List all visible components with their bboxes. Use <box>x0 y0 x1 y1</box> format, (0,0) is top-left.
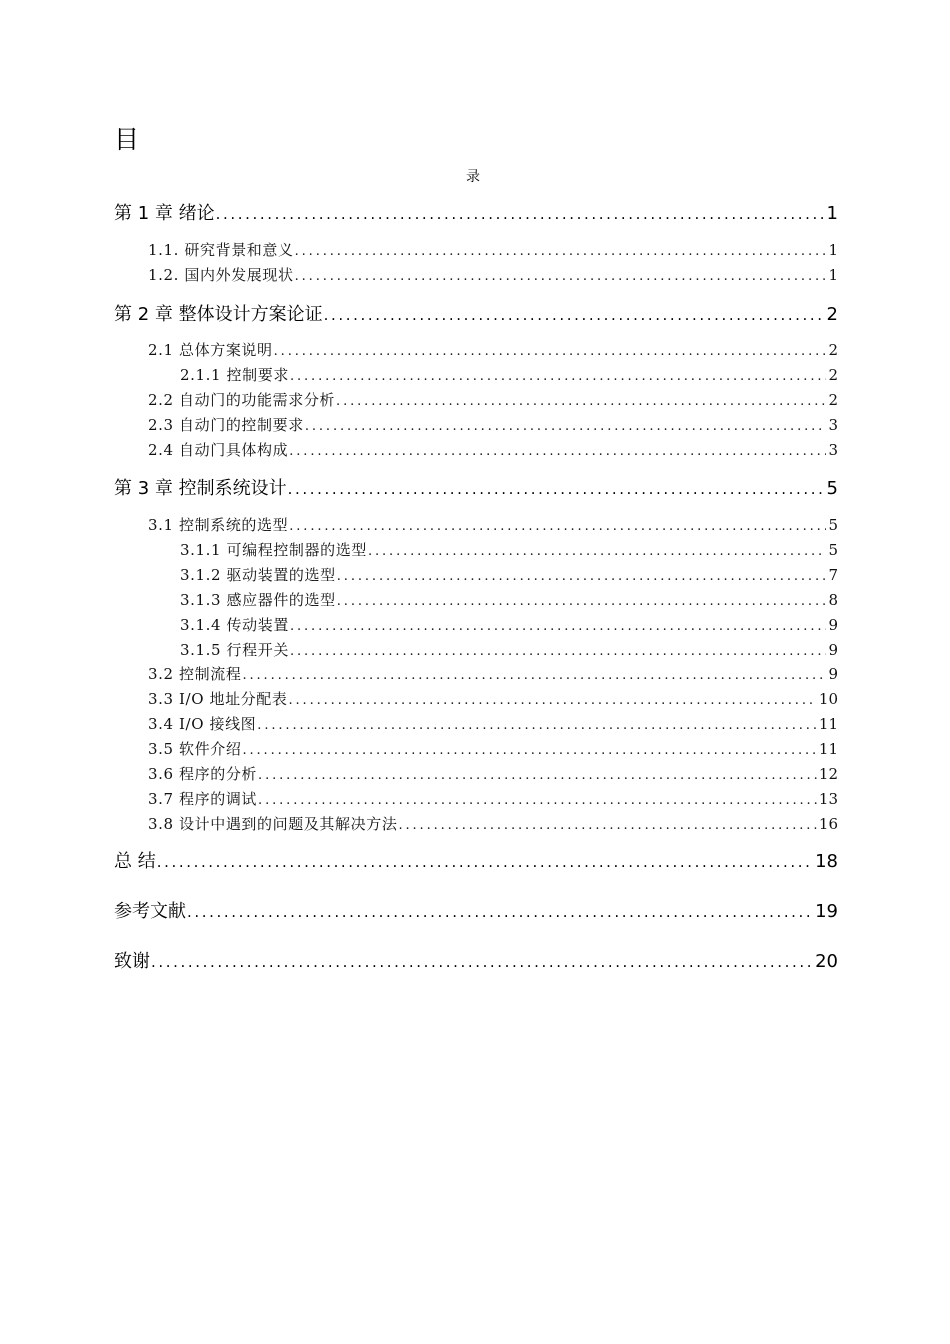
toc-subsection-entry[interactable] <box>180 565 838 587</box>
toc-page-number: 7 <box>828 566 838 584</box>
toc-page-number: 9 <box>828 665 838 683</box>
dot-leader <box>290 617 827 637</box>
toc-page-number: 13 <box>818 790 838 808</box>
toc-page-number: 1 <box>826 203 838 224</box>
toc-entry-label: 2.1 总体方案说明 <box>148 341 273 359</box>
toc-subsection-entry[interactable] <box>180 615 838 637</box>
toc-section-entry[interactable] <box>148 240 838 262</box>
toc-entry-label: 3.1.2 驱动装置的选型 <box>180 566 336 584</box>
toc-section-entry[interactable] <box>148 789 838 811</box>
toc-entry-label: 1.2. 国内外发展现状 <box>148 266 294 284</box>
dot-leader <box>368 542 827 562</box>
toc-entry-label: 3.2 控制流程 <box>148 665 242 683</box>
toc-title-part-2: 录 <box>466 169 480 185</box>
toc-entry-label: 3.1.4 传动装置 <box>180 616 289 634</box>
toc-entry-label: 总 结 <box>114 851 156 872</box>
toc-entry-label: 致谢 <box>114 951 150 972</box>
toc-entry-label: 3.1.3 感应器件的选型 <box>180 591 336 609</box>
dot-leader <box>242 666 826 686</box>
toc-chapter-entry[interactable] <box>114 477 838 501</box>
toc-entry-label: 3.6 程序的分析 <box>148 765 258 783</box>
toc-entry-label: 2.2 自动门的功能需求分析 <box>148 391 336 409</box>
toc-section-entry[interactable] <box>148 664 838 686</box>
toc-page-number: 2 <box>828 341 838 359</box>
toc-page-number: 3 <box>828 441 838 459</box>
toc-entry-label: 2.4 自动门具体构成 <box>148 441 289 459</box>
dot-leader <box>289 442 826 462</box>
toc-chapter-entry[interactable] <box>114 900 838 924</box>
toc-page-number: 5 <box>828 516 838 534</box>
toc-entry-label: 3.3 I/O 地址分配表 <box>148 690 288 708</box>
toc-page-number: 10 <box>818 690 838 708</box>
toc-page-number: 11 <box>818 740 838 758</box>
toc-page-number: 18 <box>815 851 838 872</box>
toc-page-number: 5 <box>826 478 838 499</box>
toc-page-number: 2 <box>828 366 838 384</box>
dot-leader <box>216 202 825 226</box>
toc-section-entry[interactable] <box>148 689 838 711</box>
toc-chapter-entry[interactable] <box>114 202 838 226</box>
toc-page-number: 1 <box>828 266 838 284</box>
toc-chapter-entry[interactable] <box>114 950 838 974</box>
toc-entry-label: 3.1.1 可编程控制器的选型 <box>180 541 367 559</box>
dot-leader <box>257 716 817 736</box>
toc-section-entry[interactable] <box>148 739 838 761</box>
dot-leader <box>305 417 827 437</box>
toc-title-part-1: 目 <box>114 125 140 154</box>
toc-page-number: 1 <box>828 241 838 259</box>
toc-entry-label: 3.5 软件介绍 <box>148 740 242 758</box>
toc-page-number: 11 <box>818 715 838 733</box>
toc-subsection-entry[interactable] <box>180 540 838 562</box>
dot-leader <box>288 691 816 711</box>
dot-leader <box>295 242 827 262</box>
toc-subsection-entry[interactable] <box>180 640 838 662</box>
toc-section-entry[interactable] <box>148 714 838 736</box>
toc-entry-label: 2.3 自动门的控制要求 <box>148 416 304 434</box>
toc-entry-label: 1.1. 研究背景和意义 <box>148 241 294 259</box>
toc-entry-label: 3.7 程序的调试 <box>148 790 258 808</box>
toc-entry-label: 3.1 控制系统的选型 <box>148 516 289 534</box>
dot-leader <box>289 517 826 537</box>
toc-section-entry[interactable] <box>148 390 838 412</box>
dot-leader <box>187 900 813 924</box>
dot-leader <box>290 367 827 387</box>
dot-leader <box>336 392 826 412</box>
toc-entry-label: 3.8 设计中遇到的问题及其解决方法 <box>148 815 398 833</box>
toc-entry-label: 3.4 I/O 接线图 <box>148 715 257 733</box>
toc-page-number: 19 <box>815 901 838 922</box>
dot-leader <box>258 766 817 786</box>
dot-leader <box>258 791 817 811</box>
toc-section-entry[interactable] <box>148 515 838 537</box>
toc-page-number: 12 <box>818 765 838 783</box>
toc-chapter-entry[interactable] <box>114 303 838 327</box>
toc-section-entry[interactable] <box>148 415 838 437</box>
dot-leader <box>398 816 816 836</box>
toc-page-number: 16 <box>818 815 838 833</box>
toc-page-number: 3 <box>828 416 838 434</box>
toc-section-entry[interactable] <box>148 440 838 462</box>
toc-entry-label: 2.1.1 控制要求 <box>180 366 289 384</box>
toc-section-entry[interactable] <box>148 340 838 362</box>
toc-entry-label: 参考文献 <box>114 901 186 922</box>
toc-page-number: 9 <box>828 641 838 659</box>
toc-page-number: 9 <box>828 616 838 634</box>
dot-leader <box>157 850 813 874</box>
toc-page-number: 8 <box>828 591 838 609</box>
dot-leader <box>290 642 827 662</box>
toc-entry-label: 3.1.5 行程开关 <box>180 641 289 659</box>
toc-entry-label: 第 1 章 绪论 <box>114 203 215 224</box>
toc-entry-label: 第 2 章 整体设计方案论证 <box>114 304 323 325</box>
dot-leader <box>288 477 825 501</box>
toc-section-entry[interactable] <box>148 814 838 836</box>
toc-page-number: 5 <box>828 541 838 559</box>
dot-leader <box>324 303 825 327</box>
toc-subsection-entry[interactable] <box>180 590 838 612</box>
toc-page-number: 20 <box>815 951 838 972</box>
toc-page-number: 2 <box>828 391 838 409</box>
toc-section-entry[interactable] <box>148 265 838 287</box>
toc-subsection-entry[interactable] <box>180 365 838 387</box>
toc-entry-label: 第 3 章 控制系统设计 <box>114 478 287 499</box>
dot-leader <box>295 267 827 287</box>
toc-section-entry[interactable] <box>148 764 838 786</box>
dot-leader <box>337 592 827 612</box>
toc-chapter-entry[interactable] <box>114 850 838 874</box>
dot-leader <box>242 741 816 761</box>
toc-page-number: 2 <box>826 304 838 325</box>
dot-leader <box>337 567 827 587</box>
dot-leader <box>151 950 813 974</box>
dot-leader <box>274 342 827 362</box>
